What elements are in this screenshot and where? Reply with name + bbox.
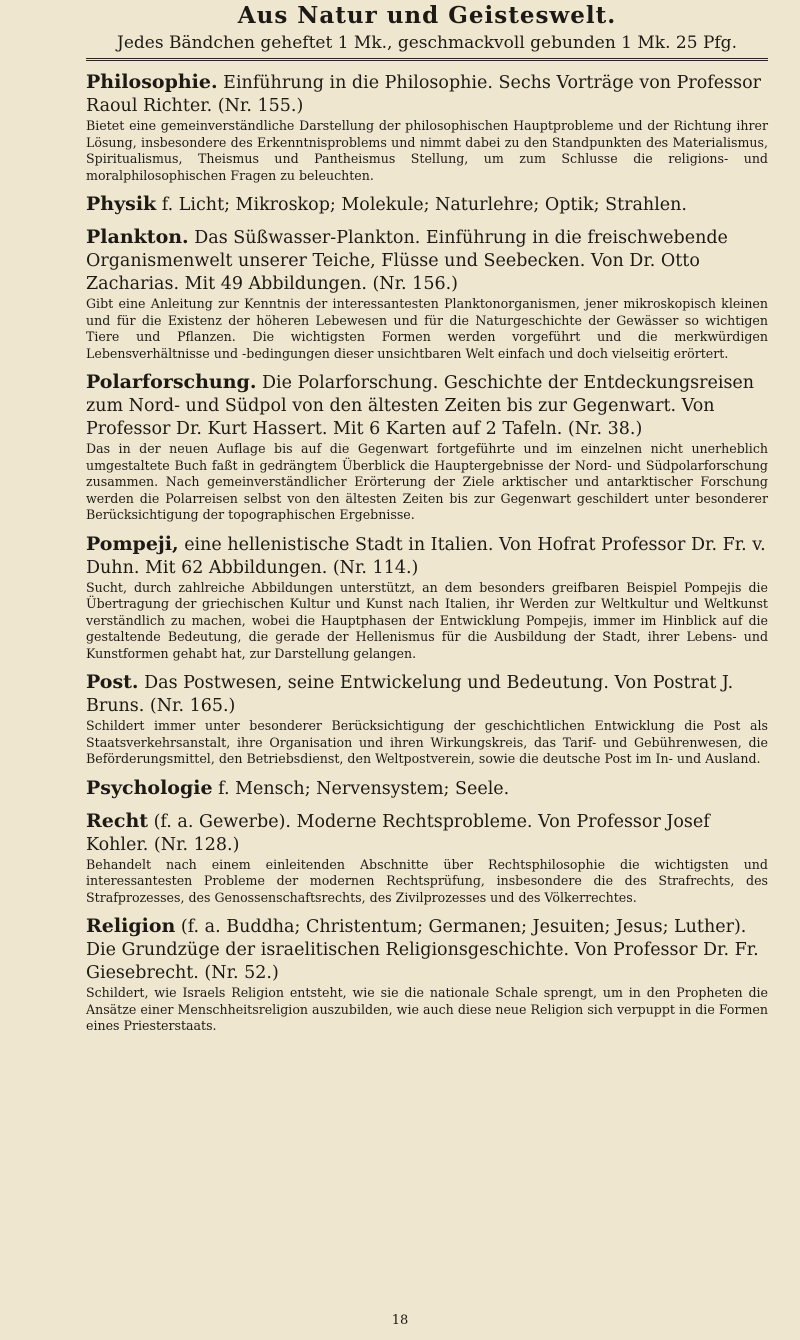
entry-keyword: Plankton. bbox=[86, 226, 189, 248]
entry-description: Gibt eine Anleitung zur Kenntnis der interessantesten Planktonorganismen, jener mikroskopisch kleinen und für die Existenz der höheren Lebewesen und für die Naturgeschichte der Gewässer so wichtigen Tiere und Pflanzen. Die wichtigsten Formen werden vorgeführt und die merkwürdigen Lebensverhältnisse und -bedingungen dieser unsichtbaren Welt einfach und doch vielseitig erörtert. bbox=[86, 296, 768, 361]
entry-keyword: Physik bbox=[86, 193, 157, 215]
entry-title: Das Süßwasser-Plankton. Einführung in die freischwebende Organismenwelt unserer Teiche, Flüsse und Seebecken. Von Dr. Otto Zacharias. Mit 49 Abbildungen. (Nr. 156.) bbox=[86, 228, 728, 294]
entry-title: Die Polarforschung. Geschichte der Entdeckungsreisen zum Nord- und Südpol von den ältesten Zeiten bis zur Gegenwart. Von Professor Dr. Kurt Hassert. Mit 6 Karten auf 2 Tafeln. (Nr. 38.) bbox=[86, 373, 755, 439]
catalog-entry bbox=[86, 533, 768, 663]
entry-description: Schildert immer unter besonderer Berücksichtigung der geschichtlichen Entwicklung die Post als Staatsverkehrsanstalt, ihre Organisation und ihren Wirkungskreis, das Tarif- und Gebührenwesen, die Beförderungsmittel, den Betriebsdienst, den Weltpostverein, sowie die deutsche Post im In- und Ausland. bbox=[86, 718, 768, 766]
entry-keyword: Polarforschung. bbox=[86, 371, 257, 393]
entry-title: f. Licht; Mikroskop; Molekule; Naturlehre; Optik; Strahlen. bbox=[156, 195, 687, 215]
entry-title: (f. a. Buddha; Christentum; Germanen; Jesuiten; Jesus; Luther). Die Grundzüge der israelitischen Religionsgeschichte. Von Professor Dr. Fr. Giesebrecht. (Nr. 52.) bbox=[86, 917, 759, 983]
entry-keyword: Philosophie. bbox=[86, 71, 218, 93]
entry-keyword: Religion bbox=[86, 915, 176, 937]
entry-title: eine hellenistische Stadt in Italien. Von Hofrat Professor Dr. Fr. v. Duhn. Mit 62 Abbildungen. (Nr. 114.) bbox=[86, 534, 766, 578]
entry-title: Einführung in die Philosophie. Sechs Vorträge von Professor Raoul Richter. (Nr. 155.) bbox=[86, 73, 761, 116]
entry-description: Behandelt nach einem einleitenden Abschnitte über Rechtsphilosophie die wichtigsten und interessantesten Probleme der modernen Rechtsprüfung, insbesondere die des Strafrechts, des Strafprozesses, des Genossenschaftsrechts, des Zivilprozesses und des Völkerrechtes. bbox=[86, 856, 768, 905]
entry-description: Bietet eine gemeinverständliche Darstellung der philosophischen Hauptprobleme und der Richtung ihrer Lösung, insbesondere des Erkenntnisproblems und nimmt dabei zu den Standpunkten des Materialismus, Spiritualismus, Theismus und Pantheismus Stellung, um zum Schlusse die religions- und moralphilosophischen Fragen zu beleuchten. bbox=[86, 118, 768, 183]
entry-keyword: Psychologie bbox=[86, 776, 213, 799]
entry-description: Sucht, durch zahlreiche Abbildungen unterstützt, an dem besonders greifbaren Beispiel Pompejis die Übertragung der griechischen Kultur und Kunst nach Italien, ihr Werden zur Weltkultur und Weltkunst verständlich zu machen, wobei die Hauptphasen der Entwicklung Pompejis, immer im Hinblick auf die gestaltende Bedeutung, die gerade der Hellenismus für die Ausbildung der Stadt, ihrer Lebens- und Kunstformen gehabt hat, zur Darstellung gelangen. bbox=[86, 579, 768, 661]
catalog-entry bbox=[86, 193, 768, 217]
catalog-entry bbox=[86, 226, 768, 362]
series-title: Aus Natur und Geisteswelt. bbox=[237, 2, 617, 29]
entry-description: Das in der neuen Auflage bis auf die Gegenwart fortgeführte und im einzelnen nicht unerheblich umgestaltete Buch faßt in gedrängtem Überblick die Hauptergebnisse der Nord- und Südpolarforschung zusammen. Nach gemeinverständlicher Erörterung der Ziele arktischer und antarktischer Forschung werden die Polarreisen selbst von den ältesten Zeiten bis zur Gegenwart geschildert unter besonderer Berücksichtigung der topographischen Ergebnisse. bbox=[86, 441, 768, 522]
catalog-entry bbox=[86, 371, 768, 524]
catalog-entry bbox=[86, 671, 768, 768]
catalog-entry bbox=[86, 71, 768, 184]
price-note: Jedes Bändchen geheftet 1 Mk., geschmackvoll gebunden 1 Mk. 25 Pfg. bbox=[117, 33, 737, 53]
entry-keyword: Recht bbox=[86, 809, 149, 832]
entry-title: (f. a. Gewerbe). Moderne Rechtsprobleme. Von Professor Josef Kohler. (Nr. 128.) bbox=[86, 811, 710, 855]
page-number: 18 bbox=[391, 1313, 409, 1328]
entry-title: f. Mensch; Nervensystem; Seele. bbox=[212, 778, 510, 799]
catalog-entry bbox=[86, 777, 768, 801]
catalog-entry bbox=[86, 915, 768, 1035]
entry-title: Das Postwesen, seine Entwickelung und Bedeutung. Von Postrat J. Bruns. (Nr. 165.) bbox=[86, 673, 734, 716]
page-header bbox=[86, 0, 768, 54]
catalog-entry bbox=[86, 810, 768, 907]
entry-description: Schildert, wie Israels Religion entsteht, wie sie die nationale Schale sprengt, um in den Propheten die Ansätze einer Menschheitsreligion auszubilden, wie auch diese neue Religion sich verpuppt in die Formen eines Priesterstaats. bbox=[86, 985, 768, 1033]
entry-keyword: Post. bbox=[86, 671, 139, 693]
header-rule bbox=[86, 58, 768, 61]
entry-keyword: Pompeji, bbox=[86, 532, 179, 555]
